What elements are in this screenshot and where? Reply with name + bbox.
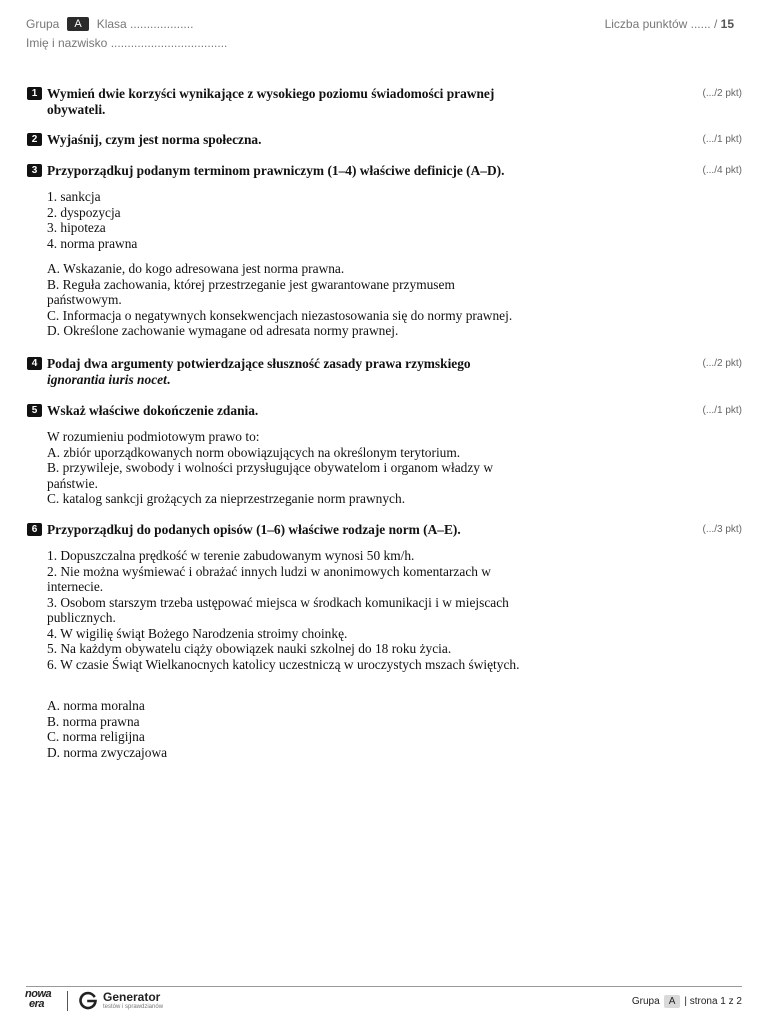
list-item: publicznych. xyxy=(47,610,116,625)
group-badge: A xyxy=(67,17,88,31)
task-number-badge: 5 xyxy=(27,404,42,417)
logo-line-2: era xyxy=(29,998,45,1010)
logo-line-1: nowa xyxy=(25,988,52,1000)
task-6 xyxy=(27,522,742,760)
list-item: państwie. xyxy=(47,475,98,491)
task-title: Podaj dwa argumenty potwierdzające słuszność zasady prawa rzymskiego xyxy=(47,356,471,371)
answer-options xyxy=(27,429,607,507)
list-item: 3. hipoteza xyxy=(47,220,106,235)
list-item: B. Reguła zachowania, której przestrzeganie jest gwarantowane przymusem xyxy=(47,276,455,292)
list-item: 1. Dopuszczalna prędkość w terenie zabudowanym wynosi 50 km/h. xyxy=(47,548,415,563)
task-heading xyxy=(27,403,742,419)
definitions-list xyxy=(27,261,607,339)
list-item: A. Wskazanie, do kogo adresowana jest norma prawna. xyxy=(47,261,345,276)
task-heading xyxy=(27,86,742,118)
class-field: Klasa ................... xyxy=(96,17,194,31)
list-item: B. norma prawna xyxy=(47,713,140,729)
task-title: Wymień dwie korzyści wynikające z wysokiego poziomu świadomości prawnej obywateli. xyxy=(47,86,495,117)
list-item: 4. norma prawna xyxy=(47,235,138,251)
footer-divider xyxy=(26,986,742,987)
list-item: D. norma zwyczajowa xyxy=(47,744,168,760)
task-title: Wskaż właściwe dokończenie zdania. xyxy=(47,403,259,418)
list-item: 2. dyspozycja xyxy=(47,204,121,220)
task-3 xyxy=(27,163,742,339)
norm-types-list xyxy=(27,698,607,760)
list-item: 2. Nie można wyśmiewać i obrażać innych ludzi w anonimowych komentarzach w xyxy=(47,563,491,579)
page-number: | strona 1 z 2 xyxy=(684,996,742,1007)
header-top-row xyxy=(26,17,734,35)
generator-title: Generator xyxy=(103,990,161,1004)
footer-page-info xyxy=(632,995,742,1008)
points-summary xyxy=(605,17,734,31)
list-item: 4. W wigilię świąt Bożego Narodzenia stroimy choinkę. xyxy=(47,625,348,641)
task-points: (.../3 pkt) xyxy=(702,524,742,535)
list-item: C. norma religijna xyxy=(47,729,145,744)
nowa-era-logo xyxy=(25,989,51,1009)
task-heading xyxy=(27,522,742,538)
task-number-badge: 3 xyxy=(27,164,42,177)
group-label: Grupa xyxy=(26,17,60,31)
list-item: C. katalog sankcji grożących za nieprzestrzeganie norm prawnych. xyxy=(47,491,406,506)
name-field: Imię i nazwisko ................................... xyxy=(26,36,228,50)
list-item: 5. Na każdym obywatelu ciąży obowiązek nauki szkolnej do 18 roku życia. xyxy=(47,641,452,656)
generator-g-icon xyxy=(78,990,98,1010)
list-item: D. Określone zachowanie wymagane od adresata normy prawnej. xyxy=(47,323,399,338)
points-label: Liczba punktów ...... / xyxy=(604,17,718,31)
task-5 xyxy=(27,403,742,507)
task-1 xyxy=(27,86,742,118)
task-points: (.../1 pkt) xyxy=(702,405,742,416)
list-item: 1. sankcja xyxy=(47,189,101,204)
task-title: Wyjaśnij, czym jest norma społeczna. xyxy=(47,132,262,147)
points-total: 15 xyxy=(720,17,734,31)
task-2 xyxy=(27,132,742,148)
list-item: internecie. xyxy=(47,579,104,594)
task-points: (.../2 pkt) xyxy=(702,88,742,99)
task-number-badge: 2 xyxy=(27,133,42,146)
list-item: państwowym. xyxy=(47,292,122,307)
list-item: W rozumieniu podmiotowym prawo to: xyxy=(47,429,260,444)
list-item: A. norma moralna xyxy=(47,698,145,713)
task-points: (.../1 pkt) xyxy=(702,134,742,145)
task-number-badge: 1 xyxy=(27,87,42,100)
task-title: Przyporządkuj do podanych opisów (1–6) właściwe rodzaje norm (A–E). xyxy=(47,522,461,537)
logo-separator xyxy=(67,991,68,1011)
task-points: (.../2 pkt) xyxy=(702,358,742,369)
task-4 xyxy=(27,356,742,388)
footer-group-badge: A xyxy=(664,995,681,1008)
task-points: (.../4 pkt) xyxy=(702,165,742,176)
title-end: . xyxy=(166,372,171,387)
list-item: A. zbiór uporządkowanych norm obowiązujących na określonym terytorium. xyxy=(47,444,461,460)
generator-subtitle: testów i sprawdzianów xyxy=(103,1004,164,1010)
list-item: 6. W czasie Świąt Wielkanocnych katolicy uczestniczą w uroczystych mszach świętych. xyxy=(47,656,520,672)
list-item: B. przywileje, swobody i wolności przysługujące obywatelom i organom władzy w xyxy=(47,460,494,475)
footer-group-label: Grupa xyxy=(631,996,660,1007)
task-heading xyxy=(27,356,742,388)
task-title: Przyporządkuj podanym terminom prawniczym (1–4) właściwe definicje (A–D). xyxy=(47,163,505,178)
latin-maxim: ignorantia iuris nocet xyxy=(47,372,167,387)
task-number-badge: 6 xyxy=(27,523,42,536)
task-number-badge: 4 xyxy=(27,357,42,370)
list-item: C. Informacja o negatywnych konsekwencjach niezastosowania się do normy prawnej. xyxy=(47,307,513,323)
task-heading xyxy=(27,132,742,148)
task-heading xyxy=(27,163,742,179)
terms-list xyxy=(27,189,607,251)
list-item: 3. Osobom starszym trzeba ustępować miejsca w środkach komunikacji i w miejscach xyxy=(47,594,509,610)
descriptions-list xyxy=(27,548,607,672)
group-class-line xyxy=(26,17,193,31)
